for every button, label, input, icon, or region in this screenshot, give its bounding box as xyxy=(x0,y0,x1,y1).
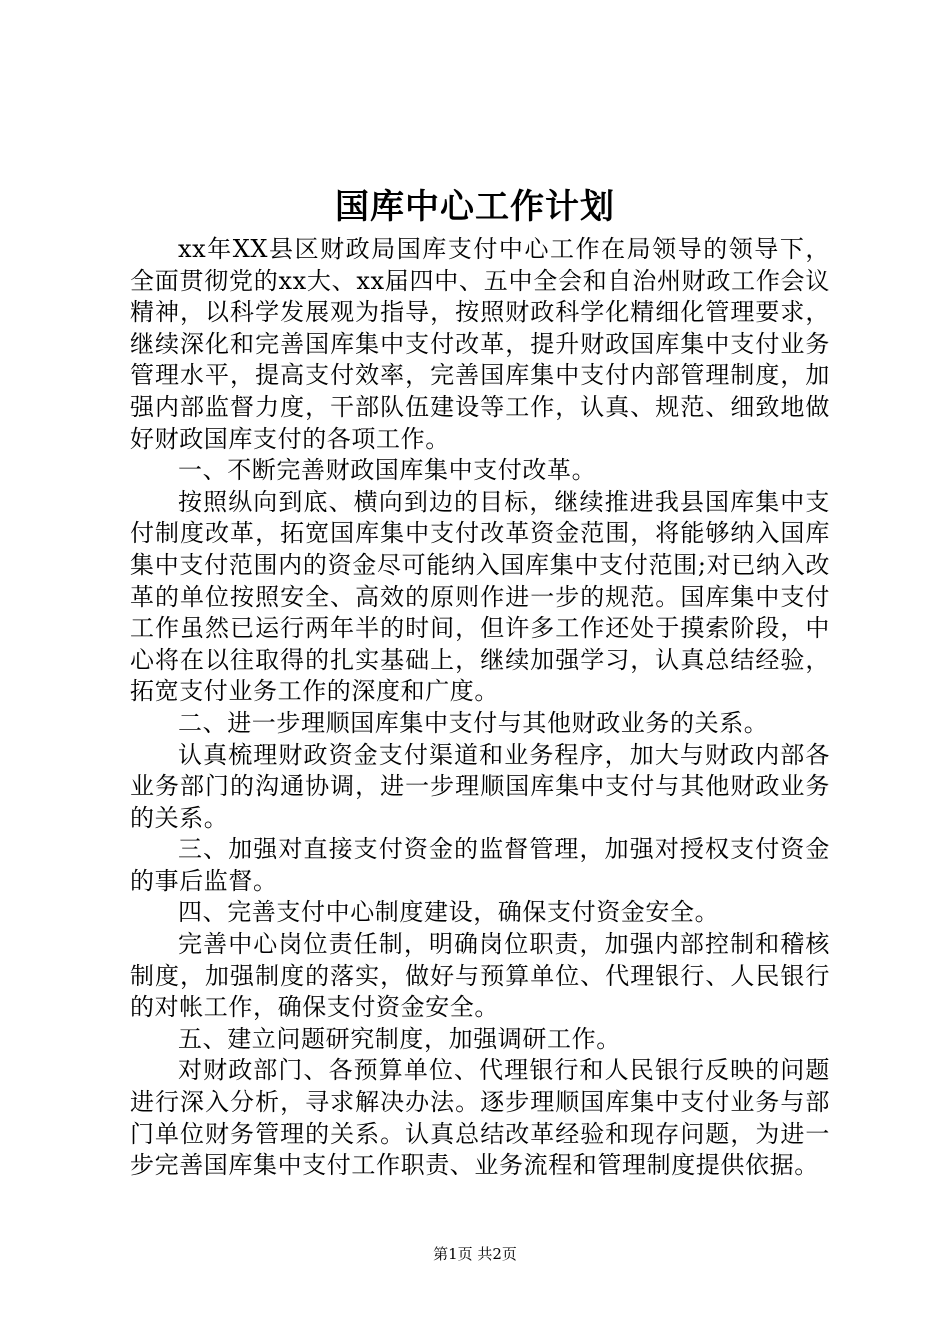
section-heading-5: 五、建立问题研究制度，加强调研工作。 xyxy=(178,1024,621,1053)
section-heading-3: 三、加强对直接支付资金的监督管理，加强对授权支付资金的事后监督。 xyxy=(130,835,830,895)
document-title: 国库中心工作计划 xyxy=(335,187,615,227)
paragraph-intro: xx年XX县区财政局国库支付中心工作在局领导的领导下，全面贯彻党的xx大、xx届四中、五中全会和自治州财政工作会议精神，以科学发展观为指导，按照财政科学化精细化管理要求，继续深化和完善国库集中支付改革，提升财政国库集中支付业务管理水平，提高支付效率，完善国库集中支付内部管理制度，加强内部监督力度，干部队伍建设等工作，认真、规范、细致地做好财政国库支付的各项工作。 xyxy=(130,235,830,453)
paragraph-section-1: 按照纵向到底、横向到边的目标，继续推进我县国库集中支付制度改革，拓宽国库集中支付改革资金范围，将能够纳入国库集中支付范围内的资金尽可能纳入国库集中支付范围;对已纳入改革的单位按照安全、高效的原则作进一步的规范。国库集中支付工作虽然已运行两年半的时间，但许多工作还处于摸索阶段，中心将在以往取得的扎实基础上，继续加强学习，认真总结经验，拓宽支付业务工作的深度和广度。 xyxy=(130,487,830,706)
section-heading-2: 二、进一步理顺国库集中支付与其他财政业务的关系。 xyxy=(178,708,769,737)
document-body xyxy=(130,234,830,1182)
section-heading-1: 一、不断完善财政国库集中支付改革。 xyxy=(178,456,597,485)
paragraph-section-5: 对财政部门、各预算单位、代理银行和人民银行反映的问题进行深入分析，寻求解决办法。逐步理顺国库集中支付业务与部门单位财务管理的关系。认真总结改革经验和现存问题，为进一步完善国库集中支付工作职责、业务流程和管理制度提供依据。 xyxy=(130,1056,830,1180)
page-number-footer: 第1页 共2页 xyxy=(433,1245,517,1263)
section-heading-4: 四、完善支付中心制度建设，确保支付资金安全。 xyxy=(178,898,720,927)
paragraph-section-4: 完善中心岗位责任制，明确岗位职责，加强内部控制和稽核制度，加强制度的落实，做好与预算单位、代理银行、人民银行的对帐工作，确保支付资金安全。 xyxy=(130,930,830,1022)
paragraph-section-2: 认真梳理财政资金支付渠道和业务程序，加大与财政内部各业务部门的沟通协调，进一步理顺国库集中支付与其他财政业务的关系。 xyxy=(130,740,830,832)
